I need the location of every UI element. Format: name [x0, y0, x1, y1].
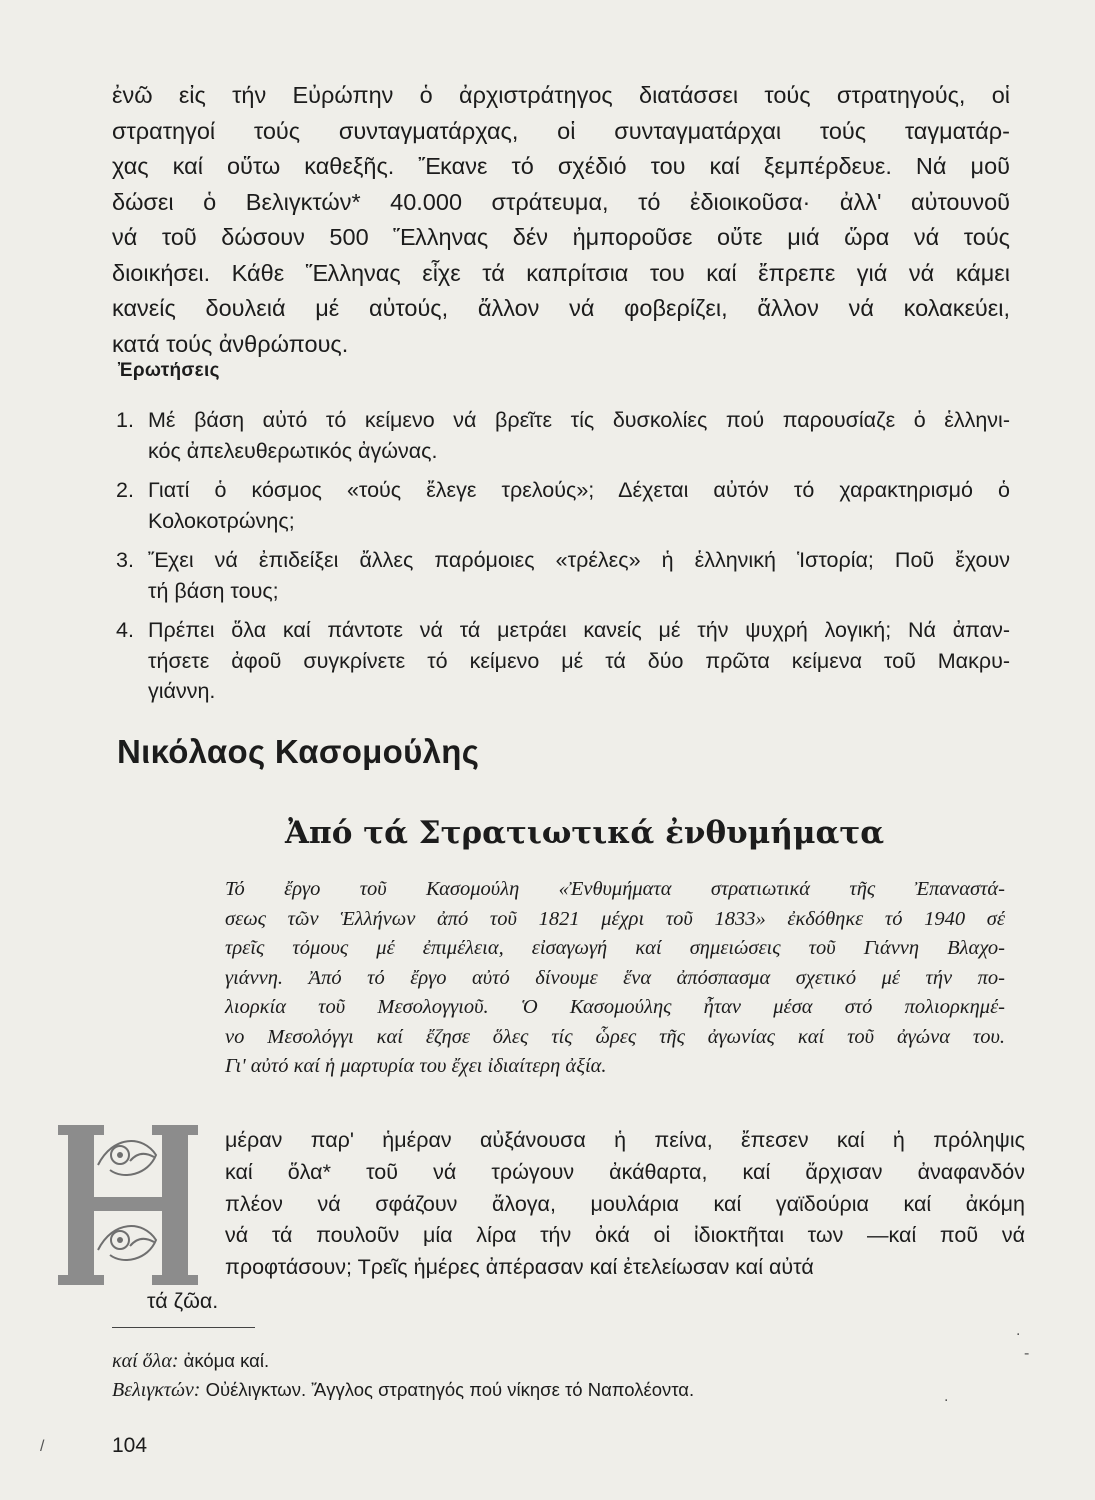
section-subtitle: Ἀπό τά Στρατιωτικά ἐνθυμήματα — [285, 815, 885, 851]
text-line: διοικήσει. Κάθε Ἕλληνας εἶχε τά καπρίτσια του καί ἔπρεπε γιά νά κάμει — [112, 259, 1010, 286]
main-text — [225, 1125, 1025, 1284]
text-line: νά τά πουλοῦν μία λίρα τήν ὀκά οἱ ἰδιοκτῆται των —καί ποῦ νά — [225, 1223, 1025, 1248]
questions-list — [112, 405, 1010, 716]
footnote-2 — [112, 1379, 694, 1402]
text-line: κανείς δουλειά μέ αὐτούς, ἄλλον νά φοβερίζει, ἄλλον νά κολακεύει, — [112, 295, 1010, 321]
footnote-text: ἀκόμα καί. — [178, 1350, 270, 1371]
question-number: 2. — [116, 478, 134, 502]
main-text-last-line: τά ζῶα. — [147, 1289, 219, 1313]
question-item — [112, 405, 1010, 466]
text-line: δώσει ὁ Βελιγκτών* 40.000 στράτευμα, τό ἐδιοικοῦσα· ἀλλ' αὐτουνοῦ — [112, 188, 1010, 215]
text-line: σεως τῶν Ἑλλήνων ἀπό τοῦ 1821 μέχρι τοῦ 1833» ἐκδόθηκε τό 1940 σέ — [225, 907, 1005, 930]
question-text-line: Πρέπει ὅλα καί πάντοτε νά τά μετράει κανείς μέ τήν ψυχρή λογική; Νά ἀπαν- — [148, 618, 1010, 642]
question-item — [112, 545, 1010, 606]
text-line: προφτάσουν; Τρεῖς ἡμέρες ἀπέρασαν καί ἐτελείωσαν καί αὐτά — [225, 1255, 814, 1280]
question-item — [112, 475, 1010, 536]
question-text-line: τή βάση τους; — [148, 578, 279, 603]
question-text-line: Ἔχει νά ἐπιδείξει ἄλλες παρόμοιες «τρέλες» ἡ ἑλληνική Ἱστορία; Ποῦ ἔχουν — [148, 548, 1010, 572]
footnote-divider — [112, 1327, 255, 1328]
scan-mark: / — [40, 1438, 45, 1455]
text-line: γιάννη. Ἀπό τό ἔργο αὐτό δίνουμε ἕνα ἀπόσπασμα σχετικό μέ τήν πο- — [225, 966, 1005, 989]
scan-mark: . — [944, 1388, 949, 1405]
question-text-line: Μέ βάση αὐτό τό κείμενο νά βρεῖτε τίς δυσκολίες πού παρουσίαζε ὁ ἑλληνι- — [148, 408, 1010, 432]
footnote-term: καί ὅλα: — [112, 1350, 179, 1372]
question-text-line: κός ἀπελευθερωτικός ἀγώνας. — [148, 438, 438, 463]
question-text-line: τήσετε ἀφοῦ συγκρίνετε τό κείμενο μέ τά δύο πρῶτα κείμενα τοῦ Μακρυ- — [148, 648, 1010, 673]
footnote-text: Οὐέλιγκτων. Ἄγγλος στρατηγός πού νίκησε τό Ναπολέοντα. — [200, 1379, 695, 1400]
question-text-line: Κολοκοτρώνης; — [148, 508, 295, 533]
question-number: 4. — [116, 618, 134, 642]
top-paragraph — [112, 78, 1010, 362]
page-number: 104 — [112, 1434, 148, 1457]
text-line: κατά τούς ἀνθρώπους. — [112, 330, 349, 357]
questions-heading: Ἐρωτήσεις — [118, 360, 220, 381]
question-text-line: γιάννη. — [148, 679, 216, 703]
question-number: 1. — [116, 408, 134, 432]
text-line: πλέον νά σφάζουν ἄλογα, μουλάρια καί γαϊδούρια καί ἀκόμη — [225, 1191, 1025, 1216]
text-line: Τό ἔργο τοῦ Κασομούλη «Ἐνθυμήματα στρατιωτικά τῆς Ἐπαναστά- — [225, 878, 1005, 900]
text-line: ἐνῶ εἰς τήν Εὐρώπην ὁ ἀρχιστράτηγος διατάσσει τούς στρατηγούς, οἱ — [112, 82, 1010, 108]
text-line: νο Μεσολόγγι καί ἔζησε ὅλες τίς ὧρες τῆς ἀγωνίας καί τοῦ ἀγώνα του. — [225, 1025, 1005, 1048]
text-line: μέραν παρ' ἡμέραν αὐξάνουσα ἡ πείνα, ἔπεσεν καί ἡ πρόληψις — [225, 1128, 1025, 1152]
text-line: χας καί οὕτω καθεξῆς. Ἔκανε τό σχέδιό του καί ξεμπέρδευε. Νά μοῦ — [112, 153, 1010, 179]
intro-paragraph — [225, 875, 1005, 1082]
text-line: Γι' αὐτό καί ἡ μαρτυρία του ἔχει ἰδιαίτερη ἀξία. — [225, 1055, 607, 1077]
footnote-1 — [112, 1350, 269, 1373]
scan-mark: - — [1024, 1345, 1030, 1362]
question-text-line: Γιατί ὁ κόσμος «τούς ἔλεγε τρελούς»; Δέχεται αὐτόν τό χαρακτηρισμό ὁ — [148, 478, 1010, 502]
scan-mark: . — [1016, 1322, 1021, 1339]
text-line: τρεῖς τόμους μέ ἐπιμέλεια, εἰσαγωγή καί σημειώσεις τοῦ Γιάννη Βλαχο- — [225, 937, 1005, 959]
text-line: λιορκία τοῦ Μεσολογγιοῦ. Ὁ Κασομούλης ἦταν μέσα στό πολιορκημέ- — [225, 996, 1005, 1018]
text-line: καί ὅλα* τοῦ νά τρώγουν ἀκάθαρτα, καί ἄρχισαν ἀναφανδόν — [225, 1159, 1025, 1184]
question-number: 3. — [116, 548, 134, 572]
question-item — [112, 615, 1010, 707]
author-heading: Νικόλαος Κασομούλης — [117, 733, 480, 770]
footnote-term: Βελιγκτών: — [112, 1379, 201, 1401]
ornamental-eta-icon — [58, 1125, 198, 1285]
dropcap-initial — [58, 1125, 198, 1285]
text-line: στρατηγοί τούς συνταγματάρχας, οἱ συνταγματάρχαι τούς ταγματάρ- — [112, 117, 1010, 144]
text-line: νά τοῦ δώσουν 500 Ἕλληνας δέν ἠμποροῦσε οὔτε μιά ὥρα νά τούς — [112, 224, 1010, 250]
